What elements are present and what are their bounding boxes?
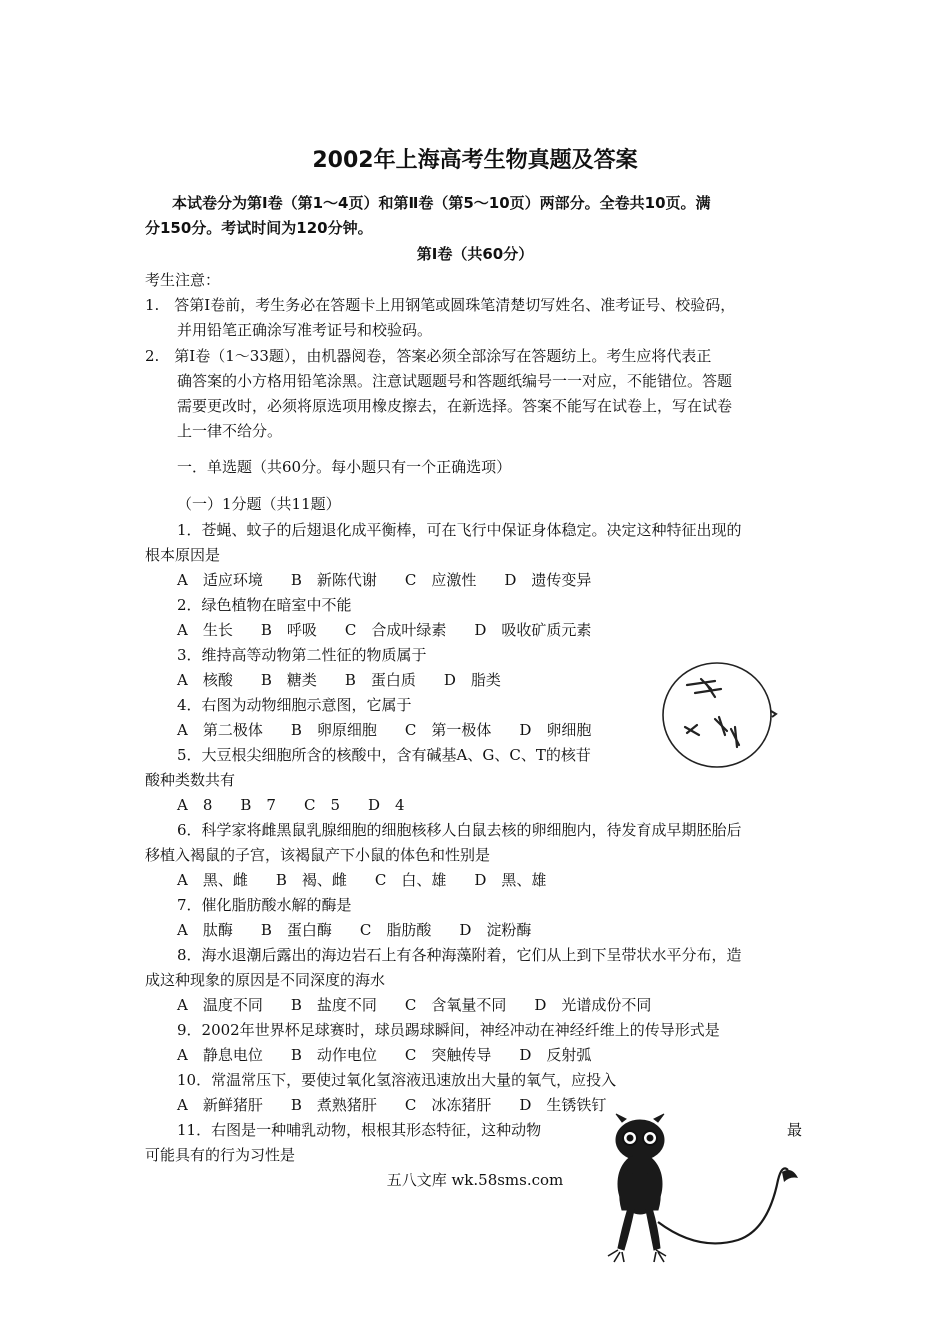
q3-option-b: B 糖类 (260, 671, 317, 689)
q2-option-c: C 合成叶绿素 (344, 621, 447, 639)
q5-option-a: A 8 (177, 796, 213, 814)
q4-option-b: B 卵原细胞 (290, 721, 377, 739)
q9-stem: 9．2002年世界杯足球赛时，球员踢球瞬间，神经冲动在神经纤维上的传导形式是 (177, 1021, 720, 1039)
q1-option-c: C 应激性 (404, 571, 477, 589)
q4-options (177, 720, 619, 740)
q6-option-c: C 白、雄 (374, 871, 447, 889)
q1-option-b: B 新陈代谢 (290, 571, 377, 589)
q6-option-a: A 黑、雌 (177, 871, 248, 889)
q2-option-a: A 生长 (177, 621, 233, 639)
q6-line-1: 6．科学家将雌黑鼠乳腺细胞的细胞核移人白鼠去核的卵细胞内，待发育成早期胚胎后 (177, 821, 742, 839)
q5-option-d: D 4 (368, 796, 405, 814)
q2-option-b: B 呼吸 (260, 621, 317, 639)
q10-option-d: D 生锈铁钉 (519, 1096, 607, 1114)
cell-diagram (655, 655, 785, 775)
tarsier-tail (658, 1168, 788, 1243)
q4-option-d: D 卵细胞 (519, 721, 592, 739)
chromosomes (685, 679, 739, 747)
footer-watermark: 五八文库 wk.58sms.com (386, 1171, 564, 1189)
q8-line-1: 8．海水退潮后露出的海边岩石上有各种海藻附着，它们从上到下呈带状水平分布，造 (177, 946, 742, 964)
q2-options (177, 620, 619, 640)
q7-option-b: B 蛋白酶 (260, 921, 332, 939)
q11-line-2: 可能具有的行为习性是 (145, 1146, 296, 1164)
q6-line-2: 移植入褐鼠的子宫，该褐鼠产下小鼠的体色和性别是 (145, 846, 491, 864)
q3-option-a: A 核酸 (177, 671, 233, 689)
q1-options (177, 570, 619, 590)
tarsier-illustration (600, 1112, 810, 1272)
q1-option-a: A 适应环境 (177, 571, 263, 589)
q3-stem: 3．维持高等动物第二性征的物质属于 (177, 646, 427, 664)
section-heading: 一．单选题（共60分。每小题只有一个正确选项） (177, 458, 512, 476)
notice-2-line-2: 确答案的小方格用铅笔涂黑。注意试题题号和答题纸编号一一对应，不能错位。答题 (177, 372, 733, 390)
q10-option-a: A 新鲜猪肝 (177, 1096, 263, 1114)
page-title: 2002年上海高考生物真题及答案 (312, 148, 638, 173)
q9-option-a: A 静息电位 (177, 1046, 263, 1064)
q3-option-d: D 脂类 (443, 671, 501, 689)
q8-option-a: A 温度不同 (177, 996, 263, 1014)
q9-option-c: C 突触传导 (404, 1046, 492, 1064)
q1-option-d: D 遗传变异 (504, 571, 592, 589)
q8-option-d: D 光谱成份不同 (534, 996, 652, 1014)
notice-label: 考生注意： (145, 271, 221, 289)
tarsier-tail-tuft (782, 1170, 798, 1182)
q2-option-d: D 吸收矿质元素 (474, 621, 592, 639)
tarsier-body (616, 1114, 664, 1250)
q3-options (177, 670, 529, 690)
q6-option-d: D 黑、雄 (474, 871, 547, 889)
q8-option-b: B 盐度不同 (290, 996, 377, 1014)
notice-2-line-1: 2. 第Ⅰ卷（1～33题），由机器阅卷，答案必须全部涂写在答题纺上。考生应将代表正 (145, 347, 712, 365)
q7-option-c: C 脂肪酸 (359, 921, 432, 939)
q9-option-d: D 反射弧 (519, 1046, 592, 1064)
q6-options (177, 870, 574, 890)
part-heading: 第Ⅰ卷（共60分） (416, 245, 534, 263)
q5-option-b: B 7 (240, 796, 276, 814)
intro-line-2: 分150分。考试时间为120分钟。 (145, 219, 373, 237)
q4-option-c: C 第一极体 (404, 721, 492, 739)
q7-stem: 7．催化脂肪酸水解的酶是 (177, 896, 352, 914)
q8-options (177, 995, 679, 1015)
q11-line-1: 11．右图是一种哺乳动物，根根其形态特征，这种动物 (177, 1121, 542, 1139)
q7-option-d: D 淀粉酶 (459, 921, 532, 939)
notice-2-line-3: 需要更改时，必须将原选项用橡皮擦去，在新选择。答案不能写在试卷上，写在试卷 (177, 397, 733, 415)
q3-option-c: B 蛋白质 (344, 671, 416, 689)
q8-option-c: C 含氧量不同 (404, 996, 507, 1014)
q1-line-1: 1．苍蝇、蚊子的后翅退化成平衡棒，可在飞行中保证身体稳定。决定这种特征出现的 (177, 521, 742, 539)
q5-option-c: C 5 (303, 796, 340, 814)
q10-options (177, 1095, 634, 1115)
q5-line-2: 酸种类数共有 (145, 771, 236, 789)
cell-membrane (663, 663, 771, 767)
q11-line-1-tail: 最 (787, 1121, 803, 1139)
notice-1-line-1: 1. 答第Ⅰ卷前，考生务必在答题卡上用钢笔或圆珠笔清楚切写姓名、准考证号、校验码， (145, 296, 736, 314)
q4-stem: 4．右图为动物细胞示意图，它属于 (177, 696, 412, 714)
q10-option-c: C 冰冻猪肝 (404, 1096, 492, 1114)
notice-1-line-2: 并用铅笔正确涂写准考证号和校验码。 (177, 321, 433, 339)
intro-line-1: 本试卷分为第Ⅰ卷（第1～4页）和第Ⅱ卷（第5～10页）两部分。全卷共10页。满 (172, 194, 711, 212)
q5-line-1: 5．大豆根尖细胞所含的核酸中，含有碱基A、G、C、T的核苷 (177, 746, 591, 764)
q6-option-b: B 褐、雌 (275, 871, 347, 889)
q4-option-a: A 第二极体 (177, 721, 263, 739)
q10-stem: 10．常温常压下，要使过氧化氢溶液迅速放出大量的氧气，应投入 (177, 1071, 617, 1089)
notice-2-line-4: 上一律不给分。 (177, 422, 283, 440)
q5-options (177, 795, 433, 815)
q10-option-b: B 煮熟猪肝 (290, 1096, 377, 1114)
q7-option-a: A 肽酶 (177, 921, 233, 939)
tarsier-feet (608, 1250, 666, 1262)
q8-line-2: 成这种现象的原因是不同深度的海水 (145, 971, 386, 989)
q2-stem: 2．绿色植物在暗室中不能 (177, 596, 352, 614)
q9-options (177, 1045, 619, 1065)
q1-line-2: 根本原因是 (145, 546, 221, 564)
q7-options (177, 920, 559, 940)
q9-option-b: B 动作电位 (290, 1046, 377, 1064)
subsection-heading: （一）1分题（共11题） (177, 495, 341, 513)
